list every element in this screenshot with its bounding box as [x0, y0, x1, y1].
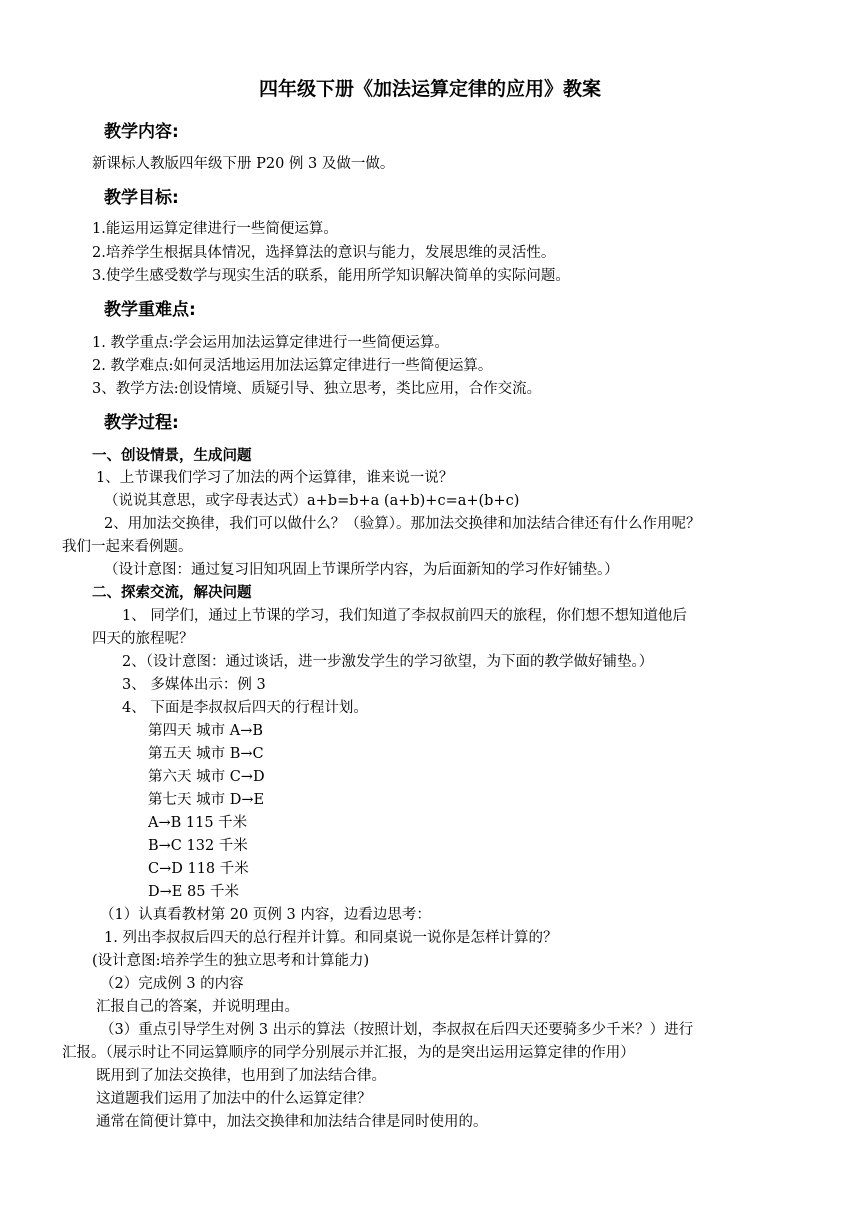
- step-line: 汇报。（展示时让不同运算顺序的同学分别展示并汇报，为的是突出运用运算定律的作用）: [62, 1045, 635, 1061]
- step-line: （3）重点引导学生对例 3 出示的算法（按照计划，李叔叔在后四天还要骑多少千米？）进行: [100, 1022, 694, 1038]
- distance-item: C→D 118 千米: [148, 861, 249, 877]
- distance-item: B→C 132 千米: [148, 838, 248, 854]
- schedule-item: 第四天 城市 A→B: [148, 723, 263, 739]
- key-point-item: 1. 教学重点:学会运用加法运算定律进行一些简便运算。: [92, 335, 449, 351]
- teaching-content-text: 新课标人教版四年级下册 P20 例 3 及做一做。: [92, 156, 395, 172]
- distance-item: A→B 115 千米: [148, 815, 248, 831]
- step-line: 既用到了加法交换律，也用到了加法结合律。: [96, 1068, 386, 1084]
- schedule-item: 第五天 城市 B→C: [148, 746, 264, 762]
- schedule-item: 第六天 城市 C→D: [148, 769, 265, 785]
- step-line: (设计意图:培养学生的独立思考和计算能力): [92, 953, 370, 969]
- step-line: 这道题我们运用了加法中的什么运算定律？: [96, 1091, 372, 1107]
- section-two-line: 3、 多媒体出示：例 3: [122, 677, 266, 693]
- process-heading: 教学过程:: [104, 413, 179, 433]
- section-two-line: 2、（设计意图：通过谈话，进一步激发学生的学习欲望，为下面的教学做好铺垫。）: [122, 654, 654, 670]
- objectives-heading: 教学目标:: [104, 188, 179, 208]
- section-two-line: 4、 下面是李叔叔后四天的行程计划。: [122, 700, 368, 716]
- section-two-line: 1、 同学们，通过上节课的学习，我们知道了李叔叔前四天的旅程，你们想不想知道他后: [122, 608, 687, 624]
- key-point-item: 2. 教学难点:如何灵活地运用加法运算定律进行一些简便运算。: [92, 358, 493, 374]
- section-two-title: 二、探索交流，解决问题: [92, 585, 252, 601]
- objective-item: 1.能运用运算定律进行一些简便运算。: [92, 221, 338, 237]
- step-line: 通常在简便计算中，加法交换律和加法结合律是同时使用的。: [96, 1114, 488, 1130]
- distance-item: D→E 85 千米: [148, 884, 240, 900]
- section-one-line: （设计意图：通过复习旧知巩固上节课所学内容，为后面新知的学习作好铺垫。）: [104, 562, 619, 578]
- key-points-heading: 教学重难点:: [104, 300, 196, 320]
- section-one-line: 2、用加法交换律，我们可以做什么？（验算）。那加法交换律和加法结合律还有什么作用呢？: [104, 516, 701, 532]
- step-line: 汇报自己的答案，并说明理由。: [96, 999, 299, 1015]
- schedule-item: 第七天 城市 D→E: [148, 792, 265, 808]
- step-line: 1. 列出李叔叔后四天的总行程并计算。和同桌说一说你是怎样计算的？: [104, 930, 558, 946]
- step-line: （1）认真看教材第 20 页例 3 内容，边看边思考：: [100, 907, 431, 923]
- section-one-line: （说说其意思，或字母表达式）a+b=b+a (a+b)+c=a+(b+c): [104, 493, 520, 509]
- teaching-content-heading: 教学内容:: [104, 122, 179, 142]
- section-one-title: 一、创设情景，生成问题: [92, 448, 252, 464]
- key-point-item: 3、教学方法:创设情境、质疑引导、独立思考，类比应用，合作交流。: [92, 381, 542, 397]
- section-one-line: 我们一起来看例题。: [62, 539, 193, 555]
- objective-item: 2.培养学生根据具体情况，选择算法的意识与能力，发展思维的灵活性。: [92, 245, 556, 261]
- document-title: 四年级下册《加法运算定律的应用》教案: [258, 78, 601, 100]
- section-two-line: 四天的旅程呢？: [92, 631, 194, 647]
- section-one-line: 1、上节课我们学习了加法的两个运算律，谁来说一说？: [96, 470, 454, 486]
- objective-item: 3.使学生感受数学与现实生活的联系，能用所学知识解决简单的实际问题。: [92, 268, 570, 284]
- step-line: （2）完成例 3 的内容: [100, 976, 244, 992]
